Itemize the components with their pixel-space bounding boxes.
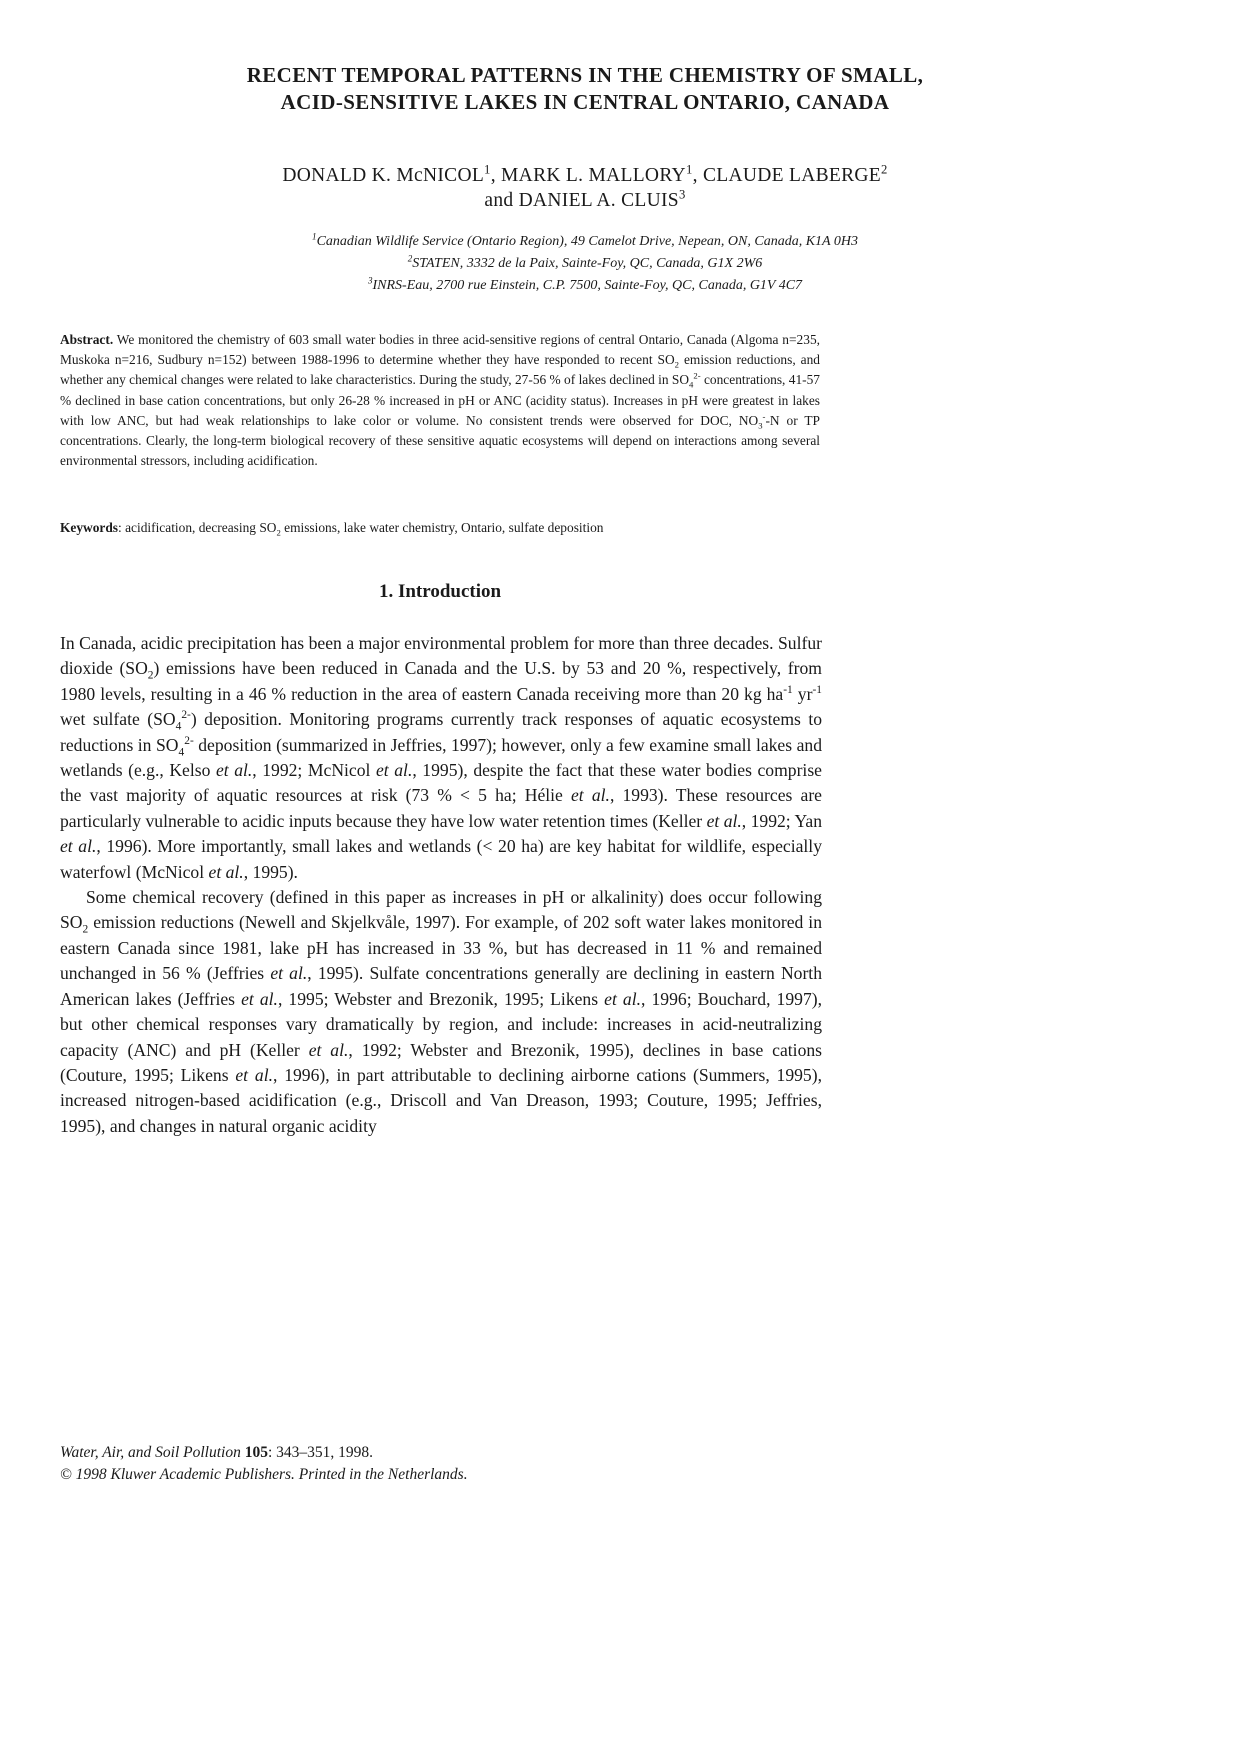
section-heading: 1. Introduction	[378, 581, 502, 602]
title-line-1: RECENT TEMPORAL PATTERNS IN THE CHEMISTRY OF SMALL,	[246, 63, 924, 87]
text: , 1992; McNicol	[252, 760, 376, 781]
citation-etal: et al.	[604, 988, 642, 1009]
abstract-text: emission reductions, and whether any chemical changes were related to lake characteristics. During the study, 27-56 % of lakes declined in SO	[60, 352, 820, 388]
affiliation-text: INRS-Eau, 2700 rue Einstein, C.P. 7500, Sainte-Foy, QC, Canada, G1V 4C7	[372, 278, 803, 293]
text: , 1995), despite the fact that these water bodies comprise the vast majority of aquatic resources at risk (73 % < 5 ha; Hélie	[60, 760, 822, 806]
text: wet sulfate (SO	[60, 709, 176, 730]
text: , 1992; Webster and Brezonik, 1995), declines in base cations (Couture, 1995; Likens	[60, 1039, 823, 1085]
citation-etal: et al.	[376, 760, 413, 781]
keywords-text: : acidification, decreasing SO	[118, 520, 277, 535]
abstract-text: -N or TP concentrations. Clearly, the long-term biological recovery of these sensitive aquatic ecosystems will depend on interactions among several environmental stressors, including acidification.	[60, 412, 820, 469]
paper-title	[60, 62, 1110, 116]
journal-name: Water, Air, and Soil Pollution	[60, 1444, 241, 1461]
superscript: 2-	[693, 370, 701, 381]
keywords	[60, 518, 820, 538]
superscript: 2-	[184, 734, 194, 747]
introduction-body	[60, 631, 822, 1139]
abstract-text: concentrations, 41-57 % declined in base cation concentrations, but only 26-28 % increased in pH or ANC (acidity status). Increases in pH were greatest in lakes with low ANC, but had weak relationships to lake color or volume. No consistent trends were observed for DOC, NO	[60, 372, 820, 428]
citation-etal: et al.	[308, 1039, 349, 1060]
journal-volume: 105	[244, 1444, 268, 1461]
text: , 1995; Webster and Brezonik, 1995; Likens	[277, 988, 605, 1009]
keywords-label: Keywords	[60, 520, 119, 535]
keywords-text: emissions, lake water chemistry, Ontario, sulfate deposition	[280, 520, 604, 535]
author-conjunction: and	[484, 190, 514, 211]
citation-etal: et al.	[241, 988, 278, 1009]
author-name: DANIEL A. CLUIS	[518, 190, 679, 211]
text: ) deposition. Monitoring programs currently track responses of aquatic ecosystems to reductions in SO	[60, 709, 822, 755]
citation-etal: et al.	[60, 836, 97, 857]
author-line-2	[60, 188, 1110, 213]
text: , 1995). Sulfate concentrations generally are declining in eastern North American lakes (Jeffries	[60, 963, 822, 1009]
paragraph	[60, 631, 822, 885]
copyright-line: © 1998 Kluwer Academic Publishers. Printed in the Netherlands.	[60, 1466, 468, 1483]
abstract-label: Abstract.	[60, 332, 114, 347]
affiliation-list	[60, 231, 1110, 297]
affiliation-marker: 1	[312, 231, 317, 242]
citation-etal: et al.	[208, 861, 244, 882]
text: yr	[792, 683, 813, 704]
affiliation	[60, 231, 1110, 253]
text: emission reductions (Newell and Skjelkvåle, 1997). For example, of 202 soft water lakes monitored in eastern Canada since 1981, lake pH has increased in 33 %, but has decreased in 11 % and remained unchanged in 56 % (Jeffries	[60, 912, 822, 984]
affiliation-text: Canadian Wildlife Service (Ontario Region), 49 Camelot Drive, Nepean, ON, Canada, K1A 0H3	[316, 234, 858, 249]
text: deposition (summarized in Jeffries, 1997); however, only a few examine small lakes and wetlands (e.g., Kelso	[60, 734, 823, 781]
subscript: 2	[276, 527, 281, 538]
text: , 1996). More importantly, small lakes and wetlands (< 20 ha) are key habitat for wildlife, especially waterfowl (McNicol	[60, 836, 822, 882]
citation-etal: et al.	[270, 963, 308, 984]
citation-line	[60, 1442, 820, 1464]
journal-footer	[60, 1442, 820, 1486]
affiliation-marker: 2	[407, 253, 413, 264]
author-name: CLAUDE LABERGE	[702, 165, 881, 186]
subscript: 4	[178, 746, 185, 759]
title-line-2: ACID-SENSITIVE LAKES IN CENTRAL ONTARIO, CANADA	[280, 90, 890, 114]
subscript: 4	[175, 720, 182, 733]
paragraph	[60, 885, 822, 1139]
text: ) emissions have been reduced in Canada and the U.S. by 53 and 20 %, respectively, from 1980 levels, resulting in a 46 % reduction in the area of eastern Canada receiving more than 20 kg ha	[60, 658, 822, 704]
affiliation-marker: 3	[678, 187, 686, 202]
affiliation-marker: 1	[685, 162, 693, 177]
superscript: -	[762, 411, 766, 422]
citation-etal: et al.	[571, 785, 610, 806]
citation-etal: et al.	[706, 810, 742, 831]
subscript: 2	[147, 669, 154, 682]
abstract-text: We monitored the chemistry of 603 small water bodies in three acid-sensitive regions of central Ontario, Canada (Algoma n=235, Muskoka n=216, Sudbury n=152) between 1988-1996 to determine whether they have responded to recent SO	[60, 332, 820, 368]
text: , 1996), in part attributable to declining airborne cations (Summers, 1995), increased nitrogen-based acidification (e.g., Driscoll and Van Dreason, 1993; Couture, 1995; Jeffries, 1995), and changes in natural organic acidity	[60, 1064, 822, 1136]
affiliation-marker: 2	[881, 162, 888, 177]
superscript: 2-	[181, 709, 191, 722]
text: , 1992; Yan	[741, 810, 822, 831]
author-name: DONALD K. McNICOL	[282, 165, 485, 186]
text: , 1995).	[243, 861, 298, 882]
author-name: MARK L. MALLORY	[501, 165, 686, 186]
citation-etal: et al.	[235, 1064, 273, 1085]
abstract	[60, 330, 820, 471]
author-line-1: DONALD K. McNICOL$^1$, MARK L. MALLORY$^1$, CLAUDE LABERGE$^2$	[282, 162, 888, 186]
citation-etal: et al.	[215, 760, 253, 781]
journal-pages: : 343–351, 1998.	[267, 1444, 374, 1461]
subscript: 2	[674, 359, 679, 370]
affiliation-text: STATEN, 3332 de la Paix, Sainte-Foy, QC, Canada, G1X 2W6	[412, 256, 763, 271]
author-list	[60, 163, 1110, 213]
text: , 1996; Bouchard, 1997), but other chemical responses vary dramatically by region, and include: increases in acid-neutralizing capacity (ANC) and pH (Keller	[60, 988, 822, 1060]
affiliation	[60, 275, 1110, 297]
text: Some chemical recovery (defined in this paper as increases in pH or alkalinity) does occur following SO	[60, 887, 822, 933]
affiliation-marker: 1	[484, 162, 491, 177]
text: , 1993). These resources are particularly vulnerable to acidic inputs because they have low water retention times (Keller	[60, 785, 822, 831]
affiliation	[60, 253, 1110, 275]
subscript: 3	[758, 420, 763, 431]
superscript: -1	[783, 683, 793, 696]
affiliation-marker: 3	[367, 275, 373, 286]
superscript: -1	[812, 683, 822, 696]
subscript: 4	[689, 380, 694, 391]
subscript: 2	[82, 923, 89, 936]
text: In Canada, acidic precipitation has been a major environmental problem for more than three decades. Sulfur dioxide (SO	[60, 633, 822, 679]
